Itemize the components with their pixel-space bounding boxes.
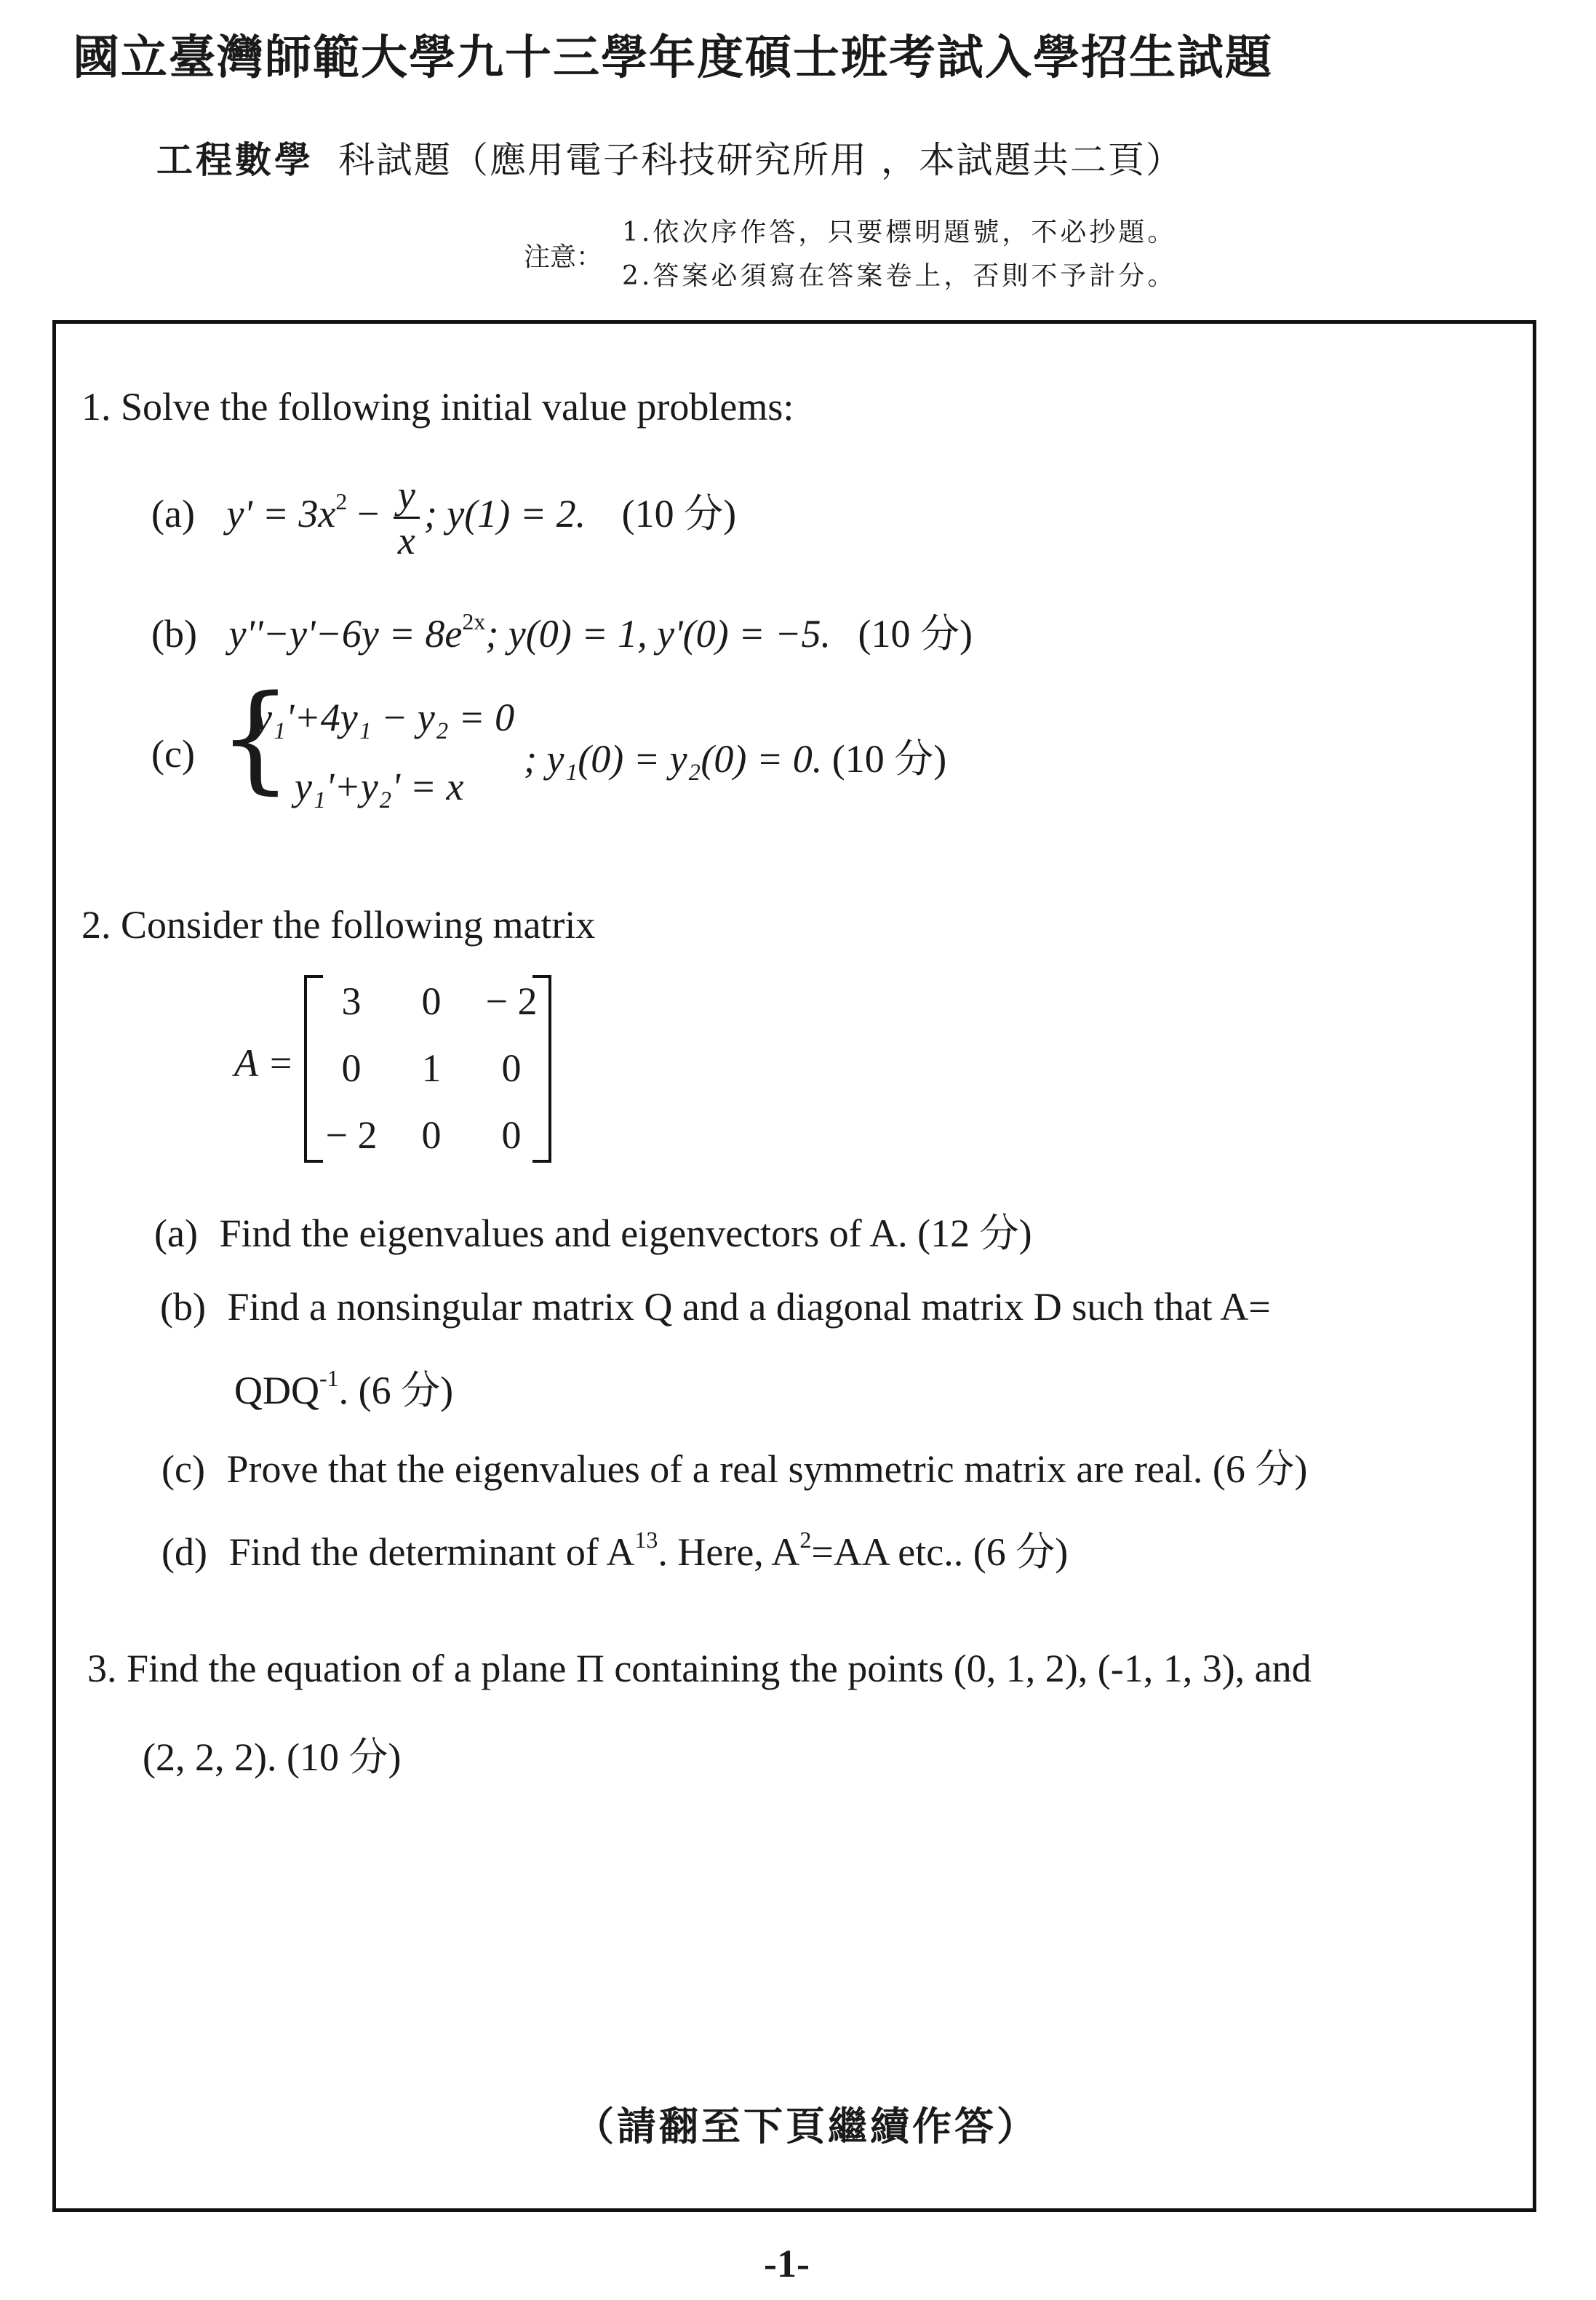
matrix-cell: 0 [421,1113,442,1157]
q2c-label: (c) [161,1447,205,1491]
matrix-cell: 0 [501,1113,522,1157]
q2b-text3: . (6 分) [338,1369,454,1412]
exam-title: 國立臺灣師範大學九十三學年度碩士班考試入學招生試題 [73,31,1273,85]
q1a-lhs: y' = 3x [226,491,336,536]
matrix-A [311,968,551,1169]
q1b-points: (10 分) [858,612,973,656]
matrix-cell: − 2 [325,1113,378,1157]
q2a-text: Find the eigenvalues and eigenvectors of A. (12 分) [219,1211,1032,1255]
notes-list [622,211,1176,298]
matrix-label: A = [234,1041,294,1085]
matrix-cell: − 2 [485,979,538,1023]
q2d [161,1521,1068,1577]
q1b [151,602,973,658]
q2c-text: Prove that the eigenvalues of a real symmetric matrix are real. (6 分) [226,1447,1308,1491]
q2b-exp: -1 [319,1365,339,1391]
q1c-points: (10 分) [831,737,947,781]
q2d-text3: =AA etc.. (6 分) [811,1530,1069,1574]
matrix-cell: 0 [421,979,442,1023]
matrix-cell: 1 [421,1046,442,1090]
q1c-eq2: y₁'+y₂' = x [295,765,464,808]
q1a-den: x [397,519,415,562]
q2d-exp: 13 [634,1527,658,1553]
note-item: 1.依次序作答，只要標明題號，不必抄題。 [622,218,1177,247]
q1a [151,473,736,562]
matrix-cell: 3 [341,979,362,1023]
q1b-label: (b) [151,612,197,656]
q1a-points: (10 分) [621,491,737,536]
q2b-cont [234,1359,453,1415]
q1b-exp: 2x [462,608,486,634]
matrix-row [311,1035,551,1102]
q2-stem: 2. Consider the following matrix [81,903,596,947]
exam-subtitle [156,131,1184,183]
q1c-rest: ; y₁(0) = y₂(0) = 0. [524,737,823,781]
subject-name: 工程數學 [156,138,314,181]
q2d-label: (d) [161,1530,207,1574]
q1c-eq1: y₁'+4y₁ − y₂ = 0 [255,696,515,739]
q1a-label: (a) [151,491,195,536]
q1a-num: y [394,473,420,519]
q2c [161,1438,1307,1494]
note-item: 2.答案必須寫在答案卷上，否則不予計分。 [622,261,1177,291]
q1a-fraction [394,473,420,562]
q1b-eq: y''−y'−6y = 8e [228,612,463,656]
q3-line2: (2, 2, 2). (10 分) [143,1735,402,1779]
q1-stem: 1. Solve the following initial value problems: [81,385,794,429]
q2b-text2: QDQ [234,1369,319,1412]
q1a-minus: − [347,491,389,536]
q2b-label: (b) [160,1285,206,1329]
q1a-exp: 2 [335,488,348,514]
q1c-tail [524,728,946,784]
q1c-label: (c) [151,732,195,776]
q1a-rest: ; y(1) = 2. [423,491,586,536]
q2a-label: (a) [154,1211,198,1255]
q1b-rest: ; y(0) = 1, y'(0) = −5. [485,612,831,656]
q2b [160,1284,1271,1329]
q2d-exp2: 2 [799,1527,812,1553]
system-brace: { [218,669,292,805]
q2d-text: Find the determinant of A [228,1530,635,1574]
matrix-row [311,1102,551,1169]
continue-note: （請翻至下頁繼續作答） [575,2103,1039,2149]
matrix-cell: 0 [341,1046,362,1090]
q2d-text2: . Here, A [658,1530,800,1574]
notes-label: 注意： [524,242,603,272]
page-number: -1- [764,2242,810,2285]
q2a [154,1202,1032,1258]
q3-line1: 3. Find the equation of a plane Π containing the points (0, 1, 2), (-1, 1, 3), and [87,1647,1312,1690]
matrix-cell: 0 [501,1046,522,1090]
matrix-row [311,968,551,1035]
q2b-text: Find a nonsingular matrix Q and a diagonal matrix D such that A= [227,1285,1271,1329]
subtitle-rest: 科試題（應用電子科技研究所用 ，本試題共二頁） [338,139,1184,181]
